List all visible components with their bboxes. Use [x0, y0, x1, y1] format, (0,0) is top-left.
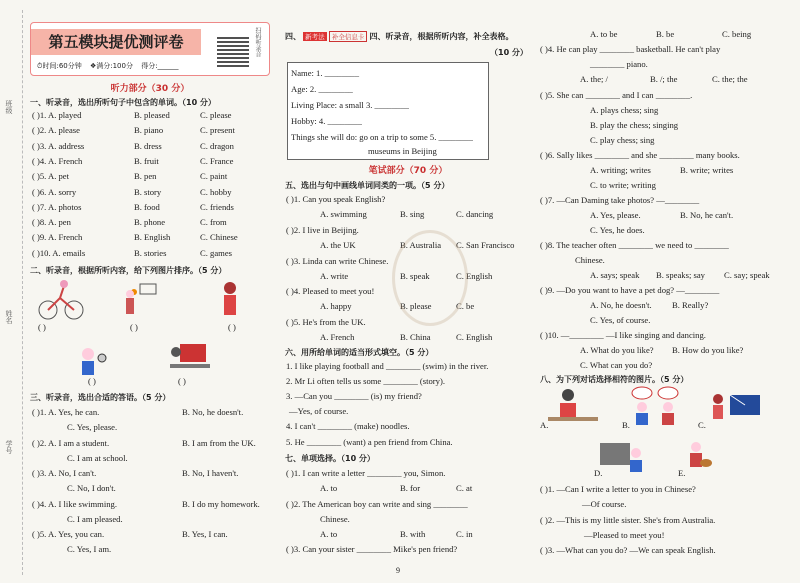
part7-item-3-option-c: C. being — [722, 29, 752, 39]
part7-item-10-option-a: A. What do you like? — [580, 345, 654, 355]
part7-item-1-option-c: C. at — [456, 483, 473, 493]
part5-item-1-option-a: A. swimming — [320, 209, 367, 219]
part6-item-1: 1. I like playing football and ________ (swim) in the river. — [286, 361, 489, 371]
page-number: 9 — [396, 566, 400, 575]
part1-item-4-option-c: C. France — [200, 155, 234, 166]
part2-bracket-5: ( ) — [178, 376, 186, 386]
part7-item-10-option-c: C. What can you do? — [580, 360, 653, 370]
part1-item-9-option-b: B. English — [134, 232, 171, 243]
part5-item-1-option-b: B. sing — [400, 209, 425, 219]
score-field: 得分:______ — [141, 62, 179, 70]
info-card-tag: 补全信息卡 — [329, 31, 368, 42]
part7-item-4-option-c: C. the; the — [712, 74, 748, 84]
part5-item-3-option-a: A. write — [320, 270, 349, 281]
part7-item-5-option-b: B. play the chess; singing — [590, 120, 679, 130]
card-age: Age: 2. ________ — [291, 84, 353, 94]
card-living-place: Living Place: a small 3. ________ — [291, 100, 409, 110]
part7-item-1-stem: ( )1. I can write a letter ________ you, Simon. — [286, 468, 446, 478]
part7-item-5-option-c: C. play chess; sing — [590, 135, 655, 145]
part5-item-3-option-b: B. speak — [400, 270, 430, 281]
part4-score: （10 分） — [490, 48, 528, 57]
part1-item-9-option-c: C. Chinese — [200, 232, 238, 243]
part6-heading: 六、用所给单词的适当形式填空。（5 分） — [285, 348, 434, 357]
qr-code-icon[interactable] — [217, 35, 249, 67]
part7-item-2-option-a: A. to — [320, 529, 338, 539]
test-header — [30, 22, 270, 76]
part7-item-7-option-b: B. No, he can't. — [680, 210, 734, 220]
part3-item-4-option-c: C. I am pleased. — [67, 513, 123, 524]
part1-item-1-option-b: B. pleased — [134, 110, 170, 120]
watermark-emblem — [392, 230, 468, 326]
part7-item-8-option-c: C. say; speak — [724, 270, 770, 280]
part7-item-2-option-c: C. in — [456, 529, 473, 539]
part7-item-2-option-b: B. with — [400, 529, 426, 539]
part7-item-6-option-c: C. to write; writing — [590, 180, 656, 190]
card-hobby: Hobby: 4. ________ — [291, 116, 362, 126]
part7-item-4-stem-continued: ________ piano. — [590, 59, 648, 69]
part1-item-9-option-a: ( )9. A. French — [32, 232, 83, 243]
part1-item-8-option-c: C. from — [200, 217, 227, 228]
part8-pictures — [538, 385, 798, 483]
part3-heading: 三、听录音，选出合适的答语。（5 分） — [30, 393, 171, 402]
part7-item-4-stem: ( )4. He can play ________ basketball. He can't play — [540, 44, 721, 54]
part1-item-5-option-a: ( )5. A. pet — [32, 171, 69, 182]
part1-item-3-option-b: B. dress — [134, 140, 162, 151]
part1-item-4-option-a: ( )4. A. French — [32, 155, 83, 166]
part5-item-3-option-c: C. English — [456, 270, 493, 281]
part1-item-10-option-a: ( )10. A. emails — [32, 247, 86, 258]
part2-bracket-2: ( ) — [130, 322, 138, 332]
part8-heading: 八、为下列对话选择相符的图片。（5 分） — [540, 375, 689, 384]
part6-item-3: 3. —Can you ________ (is) my friend? — [286, 391, 422, 401]
part5-item-3-sentence: ( )3. Linda can write Chinese. — [286, 255, 389, 266]
card-name: Name: 1. ________ — [291, 68, 360, 78]
picture-basketball — [126, 284, 156, 314]
part7-item-2-stem-continued: Chinese. — [320, 514, 350, 524]
part1-item-5-option-b: B. pen — [134, 171, 157, 182]
part6-item-2: 2. Mr Li often tells us some ________ (story). — [286, 376, 445, 386]
part2-pictures — [30, 278, 270, 388]
part7-item-6-option-a: A. writing; writes — [590, 165, 651, 175]
part1-item-3-option-c: C. dragon — [200, 140, 234, 151]
part4-heading: 四、听录音，根据所听内容，补全表格。 — [369, 32, 514, 41]
part7-item-6-option-b: B. write; writes — [680, 165, 734, 175]
picture-singing-girl — [224, 282, 236, 315]
part1-item-3-option-a: ( )3. A. address — [32, 140, 85, 151]
part5-item-5-option-b: B. China — [400, 332, 431, 343]
picture-label-e: E. — [678, 468, 686, 478]
picture-label-c: C. — [698, 420, 706, 430]
picture-football — [82, 348, 106, 375]
card-things: Things she will do: go on a trip to some 5. ________ — [291, 132, 473, 142]
part4-header — [285, 31, 513, 42]
part7-item-3-stem: ( )3. Can your sister ________ Mike's pen friend? — [286, 544, 458, 554]
part7-item-8-stem-continued: Chinese. — [575, 255, 605, 265]
binding-name-label: 姓名 — [5, 310, 13, 324]
part3-item-5-option-b: B. Yes, I can. — [182, 529, 228, 539]
part7-item-5-stem: ( )5. She can ________ and I can ________. — [540, 90, 693, 100]
part7-item-9-option-c: C. Yes, of course. — [590, 315, 651, 325]
writing-section-title: 笔试部分（70 分） — [368, 166, 448, 176]
picture-label-a: A. — [540, 420, 549, 430]
part3-item-1-option-b: B. No, he doesn't. — [182, 407, 244, 417]
part5-item-4-option-a: A. happy — [320, 301, 352, 312]
picture-label-d: D. — [594, 468, 603, 478]
part1-item-7-option-c: C. friends — [200, 201, 234, 212]
picture-cycling — [39, 280, 83, 319]
picture-c-australia — [713, 394, 760, 419]
picture-computer — [170, 344, 210, 368]
picture-b-greeting — [632, 387, 678, 425]
part1-item-6-option-c: C. hobby — [200, 186, 232, 197]
part7-item-10-stem: ( )10. —________ —I like singing and dancing. — [540, 330, 706, 340]
part1-item-5-option-c: C. paint — [200, 171, 228, 182]
part1-item-1-option-c: C. please — [200, 110, 232, 120]
part2-heading: 二、听录音，根据所听内容，给下列图片排序。（5 分） — [30, 266, 227, 275]
part3-item-3-option-a: ( )3. A. No, I can't. — [32, 468, 97, 478]
part3-item-3-option-b: B. No, I haven't. — [182, 468, 239, 478]
part7-item-4-option-b: B. /; the — [650, 74, 678, 84]
listening-section-title: 听力部分（30 分） — [110, 84, 190, 94]
part6-item-6: 5. He ________ (want) a pen friend from China. — [286, 437, 453, 447]
part1-item-6-option-b: B. story — [134, 186, 162, 197]
part5-item-5-sentence: ( )5. He's from the UK. — [286, 317, 366, 328]
part7-item-3-option-a: A. to be — [590, 29, 618, 39]
part3-item-1-option-c: C. Yes, please. — [67, 422, 118, 432]
part7-item-3-option-b: B. be — [656, 29, 675, 39]
part7-item-9-option-b: B. Really? — [672, 300, 709, 310]
part8-line-1: ( )1. —Can I write a letter to you in Chinese? — [540, 484, 696, 494]
part2-bracket-3: ( ) — [228, 322, 236, 332]
part5-item-1-sentence: ( )1. Can you speak English? — [286, 194, 386, 204]
part7-item-9-option-a: A. No, he doesn't. — [590, 300, 652, 310]
part1-item-8-option-a: ( )8. A. pen — [32, 217, 71, 228]
part3-item-4-option-b: B. I do my homework. — [182, 498, 260, 509]
part1-item-2-option-c: C. present — [200, 125, 235, 136]
part1-item-8-option-b: B. phone — [134, 217, 166, 228]
part3-item-5-option-a: ( )5. A. Yes, you can. — [32, 529, 105, 539]
part5-heading: 五、选出与句中画线单词同类的一项。（5 分） — [285, 181, 450, 190]
test-meta — [37, 61, 185, 71]
part3-item-4-option-a: ( )4. A. I like swimming. — [32, 498, 117, 509]
part3-item-3-option-c: C. No, I don't. — [67, 483, 116, 493]
part8-line-5: ( )3. —What can you do? —We can speak English. — [540, 545, 716, 555]
part7-item-8-option-a: A. says; speak — [590, 270, 640, 280]
part1-item-1-option-a: ( )1. A. played — [32, 110, 82, 120]
part5-item-2-option-c: C. San Francisco — [456, 239, 515, 250]
part1-item-6-option-a: ( )6. A. sorry — [32, 186, 77, 197]
part1-heading: 一、听录音，选出所听句子中包含的单词。（10 分） — [30, 98, 216, 107]
part5-item-2-option-a: A. the UK — [320, 239, 356, 250]
page-title: 第五模块提优测评卷 — [31, 29, 201, 55]
part6-item-4: —Yes, of course. — [289, 406, 349, 416]
part8-line-2: —Of course. — [582, 499, 627, 509]
part2-bracket-4: ( ) — [88, 376, 96, 386]
part1-item-7-option-b: B. food — [134, 201, 160, 212]
part7-item-1-option-b: B. for — [400, 483, 421, 493]
qr-caption: 扫码听录音 — [254, 27, 261, 57]
part8-line-3: ( )2. —This is my little sister. She's from Australia. — [540, 515, 716, 525]
part7-item-7-stem: ( )7. —Can Daming take photos? —________ — [540, 195, 700, 205]
part7-item-9-stem: ( )9. —Do you want to have a pet dog? —________ — [540, 285, 720, 295]
part3-item-5-option-c: C. Yes, I am. — [67, 544, 112, 554]
part3-item-2-option-b: B. I am from the UK. — [182, 437, 256, 448]
part1-item-10-option-c: C. games — [200, 247, 232, 258]
part5-item-1-option-c: C. dancing — [456, 209, 494, 219]
part7-item-10-option-b: B. How do you like? — [672, 345, 744, 355]
part7-item-7-option-c: C. Yes, he does. — [590, 225, 645, 235]
part7-heading: 七、单项选择。（10 分） — [285, 454, 375, 463]
picture-label-b: B. — [622, 420, 630, 430]
part8-line-4: —Pleased to meet you! — [584, 530, 665, 540]
part7-item-4-option-a: A. the; / — [580, 74, 608, 84]
binding-margin — [0, 10, 23, 575]
time-limit: ⏱时间:60分钟 — [37, 62, 82, 70]
info-card — [287, 62, 489, 160]
part7-item-8-stem: ( )8. The teacher often ________ we need to ________ — [540, 240, 729, 250]
part1-item-2-option-b: B. piano — [134, 125, 164, 136]
part3-item-2-option-c: C. I am at school. — [67, 452, 128, 463]
part5-item-5-option-c: C. English — [456, 332, 493, 343]
part4-number: 四、 — [285, 32, 301, 41]
card-museums: museums in Beijing — [368, 146, 437, 156]
part1-item-10-option-b: B. stories — [134, 247, 167, 258]
part5-item-4-sentence: ( )4. Pleased to meet you! — [286, 286, 375, 297]
binding-class-label: 班级 — [5, 100, 13, 114]
part5-item-4-option-c: C. be — [456, 301, 475, 312]
part1-item-2-option-a: ( )2. A. please — [32, 125, 80, 136]
part7-item-6-stem: ( )6. Sally likes ________ and she ________ many books. — [540, 150, 740, 160]
part7-item-5-option-a: A. plays chess; sing — [590, 105, 659, 115]
part7-item-8-option-b: B. speaks; say — [656, 270, 705, 280]
part5-item-5-option-a: A. French — [320, 332, 355, 343]
picture-d-computer — [600, 443, 642, 472]
picture-e-guitar — [690, 442, 712, 467]
part7-item-2-stem: ( )2. The American boy can write and sing ________ — [286, 499, 468, 509]
part6-item-5: 4. I can't ________ (make) noodles. — [286, 421, 410, 431]
part1-item-7-option-a: ( )7. A. photos — [32, 201, 82, 212]
part3-item-1-option-a: ( )1. A. Yes, he can. — [32, 407, 100, 417]
part5-item-2-option-b: B. Australia — [400, 239, 442, 250]
part5-item-2-sentence: ( )2. I live in Beijing. — [286, 224, 359, 235]
part1-item-4-option-b: B. fruit — [134, 155, 159, 166]
part5-item-4-option-b: B. please — [400, 301, 432, 312]
part2-bracket-1: ( ) — [38, 322, 46, 332]
part7-item-7-option-a: A. Yes, please. — [590, 210, 641, 220]
part7-item-1-option-a: A. to — [320, 483, 338, 493]
part3-item-2-option-a: ( )2. A. I am a student. — [32, 437, 110, 448]
new-format-tag: 新考法 — [305, 33, 325, 41]
full-score: ❖满分:100分 — [89, 62, 133, 70]
picture-a-writing — [548, 389, 598, 421]
binding-number-label: 学号 — [5, 440, 13, 454]
